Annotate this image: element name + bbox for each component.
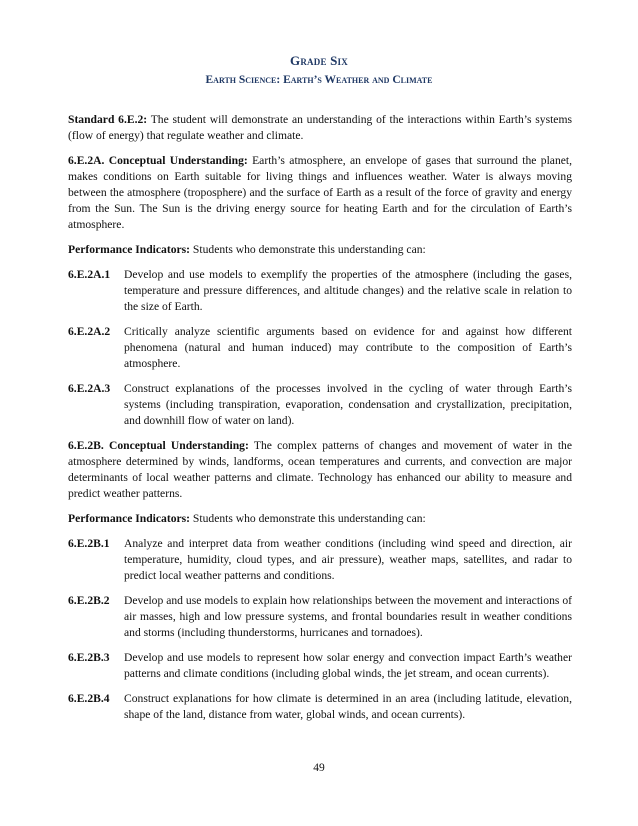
pi-a-text: Students who demonstrate this understanding can: (190, 243, 426, 256)
indicator-6E2B3 (68, 650, 572, 682)
indicator-6E2B4 (68, 691, 572, 723)
indicator-code: 6.E.2B.2 (68, 594, 110, 607)
indicator-6E2A1 (68, 267, 572, 315)
indicator-code: 6.E.2A.3 (68, 382, 111, 395)
conceptual-a-paragraph (68, 153, 572, 233)
indicator-6E2A3 (68, 381, 572, 429)
indicator-code: 6.E.2B.3 (68, 651, 110, 664)
indicator-text: Construct explanations of the processes involved in the cycling of water through Earth’s systems (including transpiration, evaporation, condensation and crystallization, precipitation, and downhill flow of water on land). (124, 382, 572, 427)
page-number: 49 (313, 762, 325, 774)
indicator-text: Analyze and interpret data from weather conditions (including wind speed and direction, air temperature, humidity, cloud types, and air pressure), weather maps, satellites, and radar to predict local weather patterns and conditions. (124, 537, 572, 582)
indicator-code: 6.E.2B.1 (68, 537, 110, 550)
indicator-text: Develop and use models to explain how relationships between the movement and interactions of air masses, high and low pressure systems, and frontal boundaries result in weather conditions and storms (including thunderstorms, hurricanes and tornadoes). (124, 594, 572, 639)
standard-paragraph (68, 112, 572, 144)
indicator-text: Develop and use models to represent how solar energy and convection impact Earth’s weather patterns and climate conditions (including global winds, the jet stream, and ocean currents). (124, 651, 572, 680)
indicator-text: Develop and use models to exemplify the properties of the atmosphere (including the gases, temperature and pressure differences, and altitude changes) and the relative scale in relation to the size of Earth. (124, 268, 572, 313)
pi-b-label: Performance Indicators: (68, 512, 191, 525)
indicator-text: Construct explanations for how climate is determined in an area (including latitude, elevation, shape of the land, distance from water, global winds, and ocean currents). (124, 692, 572, 721)
conceptual-a-text: Earth’s atmosphere, an envelope of gases that surround the planet, makes conditions on Earth suitable for living things and influences weather. Water is always moving between the atmosphere (troposphere) and the surface of Earth as a result of the force of gravity and energy from the Sun. The Sun is the driving energy source for heating Earth and for the circulation of Earth’s atmosphere. (68, 154, 573, 231)
document-body (68, 112, 572, 732)
pi-a-label: Performance Indicators: (68, 243, 191, 256)
indicator-code: 6.E.2A.2 (68, 325, 111, 338)
indicator-text: Critically analyze scientific arguments based on evidence for and against how different phenomena (natural and human induced) may contribute to the composition of Earth’s atmosphere. (124, 325, 572, 370)
indicator-6E2B1 (68, 536, 572, 584)
standard-text: The student will demonstrate an understanding of the interactions within Earth’s systems (flow of energy) that regulate weather and climate. (68, 113, 572, 142)
conceptual-b-label: 6.E.2B. Conceptual Understanding: (68, 439, 249, 452)
subject-heading: Earth Science: Earth’s Weather and Climate (205, 74, 433, 86)
pi-b-text: Students who demonstrate this understanding can: (190, 512, 426, 525)
grade-heading: Grade Six (290, 53, 348, 68)
indicator-6E2A2 (68, 324, 572, 372)
indicator-6E2B2 (68, 593, 572, 641)
performance-indicators-b (68, 511, 572, 527)
conceptual-b-paragraph (68, 438, 572, 502)
conceptual-a-label: 6.E.2A. Conceptual Understanding: (68, 154, 248, 167)
indicator-code: 6.E.2B.4 (68, 692, 110, 705)
performance-indicators-a (68, 242, 572, 258)
standard-label: Standard 6.E.2: (68, 113, 148, 126)
conceptual-b-text: The complex patterns of changes and movement of water in the atmosphere determined by winds, landforms, ocean temperatures and currents, and convection are major determinants of local weather patterns and climate. Technology has enhanced our ability to measure and predict weather patterns. (68, 439, 572, 500)
indicator-code: 6.E.2A.1 (68, 268, 111, 281)
